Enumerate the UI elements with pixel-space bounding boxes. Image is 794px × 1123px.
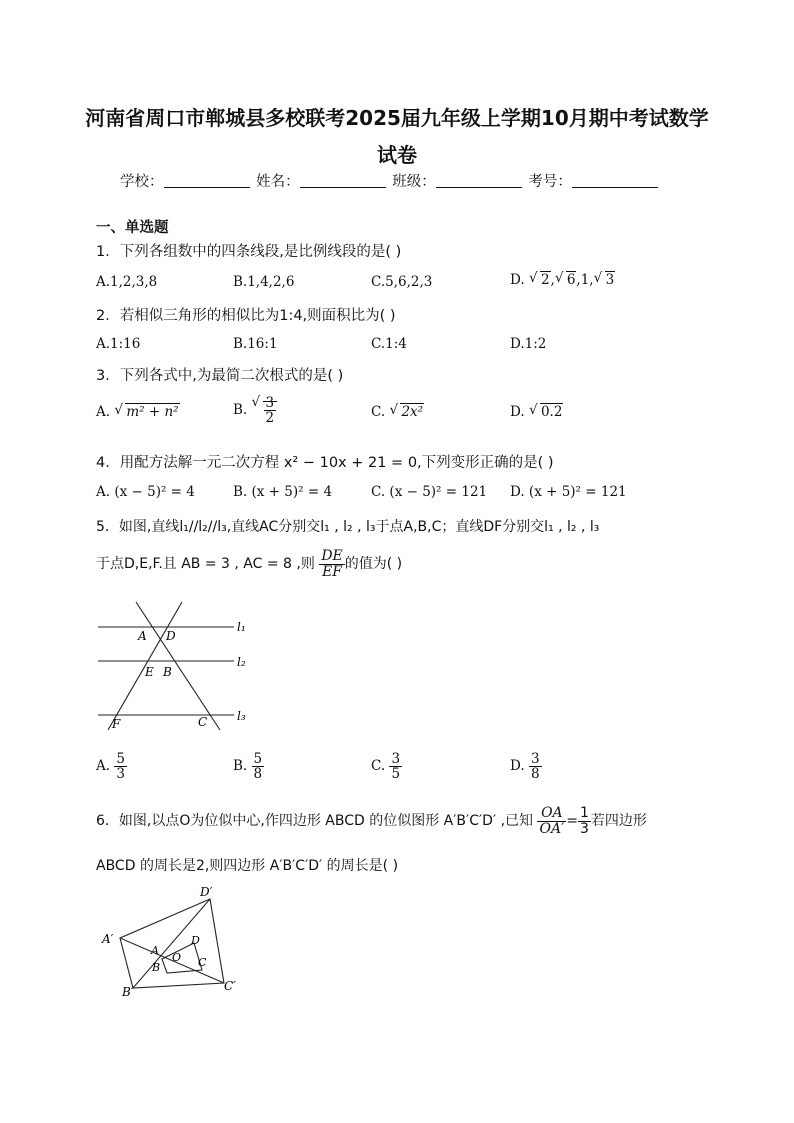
exam-title-continued: 试卷 xyxy=(377,143,417,167)
label-a: A xyxy=(151,944,159,957)
label-a-prime: A′ xyxy=(102,932,114,946)
name-label: 姓名： xyxy=(256,174,300,190)
question-5-line-2: 于点D,E,F.且 AB = 3 , AC = 8 ,则 $\frac{DE}{EF}$ 的值为( ) xyxy=(96,548,403,580)
q4-option-c: C. (x − 5)² = 121 xyxy=(371,484,488,500)
label-d-prime: D′ xyxy=(200,885,213,899)
label-c-prime: C′ xyxy=(224,979,236,993)
q4-option-b: B. (x + 5)² = 4 xyxy=(233,484,333,500)
school-blank xyxy=(164,173,250,188)
section-title: 一、单选题 xyxy=(96,220,169,236)
label-b: B xyxy=(163,665,172,679)
name-blank xyxy=(300,173,386,188)
school-label: 学校： xyxy=(120,174,164,190)
q3-option-d: D. √ 0.2 xyxy=(510,404,563,420)
question-6-line-2: ABCD 的周长是2,则四边形 A′B′C′D′ 的周长是( ) xyxy=(96,858,399,874)
class-blank xyxy=(436,173,522,188)
q5-option-b: B. $\frac{5}{8}$ xyxy=(233,751,263,783)
exam-number-label: 考号： xyxy=(528,174,572,190)
q3-option-c: C. √ 2x² xyxy=(371,404,424,420)
exam-title: 河南省周口市郸城县多校联考2025届九年级上学期10月期中考试数学 xyxy=(85,106,709,130)
question-3: 3．下列各式中,为最简二次根式的是( ) xyxy=(96,368,344,384)
label-d: D xyxy=(166,629,176,643)
q3-option-a: A. √ m² + n² xyxy=(96,404,180,420)
q3-option-b: B. √ $\frac{3}{2}$ xyxy=(233,396,277,425)
label-e: E xyxy=(145,665,154,679)
label-b: B xyxy=(152,961,161,974)
q2-option-d: D.1:2 xyxy=(510,336,547,352)
question-5-line-1: 5．如图,直线l₁//l₂//l₃,直线AC分别交l₁ , l₂ , l₃于点A,B,C；直线DF分别交l₁ , l₂ , l₃ xyxy=(96,519,600,535)
label-a: A xyxy=(138,629,147,643)
q6-homothety-figure xyxy=(96,880,256,1005)
q1-option-a: A.1,2,3,8 xyxy=(96,274,158,290)
exam-number-blank xyxy=(572,173,658,188)
label-d: D xyxy=(191,934,200,947)
label-c: C xyxy=(198,956,207,969)
q4-option-d: D. (x + 5)² = 121 xyxy=(510,484,627,500)
label-c: C xyxy=(198,715,208,729)
label-o: O xyxy=(172,951,182,964)
q5-option-a: A. $\frac{5}{3}$ xyxy=(96,751,125,783)
question-6-line-1: 6．如图,以点O为位似中心,作四边形 ABCD 的位似图形 A′B′C′D′ ,已知 $\frac{OA}{OA'}$ = $\frac{1}{3}$ 若四边形 xyxy=(96,805,647,837)
label-l1: l₁ xyxy=(237,620,246,634)
label-l2: l₂ xyxy=(237,655,246,669)
label-b-prime: B′ xyxy=(122,985,134,999)
question-4: 4．用配方法解一元二次方程 x² − 10x + 21 = 0,下列变形正确的是( ) xyxy=(96,455,554,471)
label-l3: l₃ xyxy=(237,709,246,723)
q1-option-d: D. √ 2,√ 6,1,√ 3 xyxy=(510,272,615,288)
q1-option-c: C.5,6,2,3 xyxy=(371,274,433,290)
student-info-row xyxy=(120,170,660,191)
q2-option-a: A.1:16 xyxy=(96,336,141,352)
class-label: 班级： xyxy=(392,174,436,190)
label-f: F xyxy=(112,717,121,731)
q5-option-d: D. $\frac{3}{8}$ xyxy=(510,751,540,783)
q5-option-c: C. $\frac{3}{5}$ xyxy=(371,751,401,783)
q5-parallel-lines-figure xyxy=(94,598,254,738)
q1-option-b: B.1,4,2,6 xyxy=(233,274,295,290)
q4-option-a: A. (x − 5)² = 4 xyxy=(96,484,195,500)
q2-option-b: B.16:1 xyxy=(233,336,278,352)
q2-option-c: C.1:4 xyxy=(371,336,407,352)
question-2: 2．若相似三角形的相似比为1:4,则面积比为( ) xyxy=(96,308,396,324)
question-1: 1．下列各组数中的四条线段,是比例线段的是( ) xyxy=(96,244,402,260)
